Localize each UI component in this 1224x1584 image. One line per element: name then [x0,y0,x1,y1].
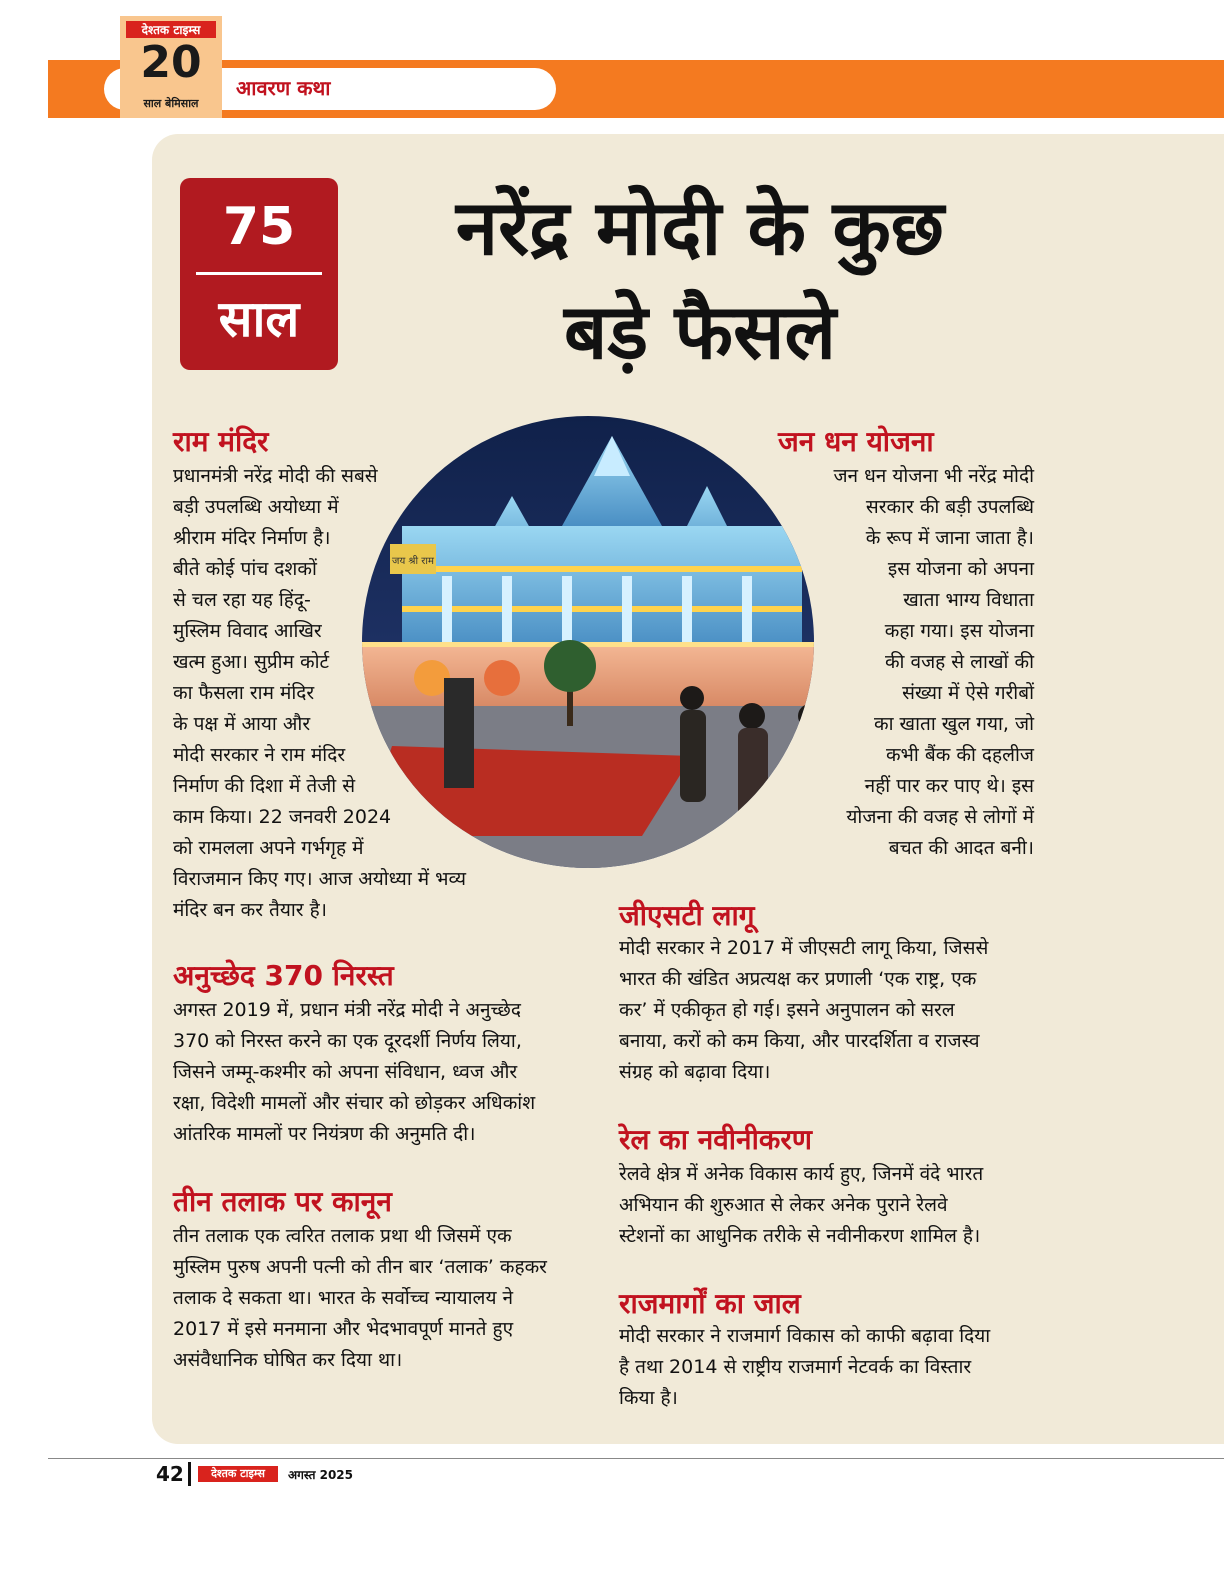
text-line: काम किया। 22 जनवरी 2024 [173,806,392,828]
ram-mandir-body [173,461,466,926]
text-line: रक्षा, विदेशी मामलों और संचार को छोड़कर अधिकांश [173,1092,536,1114]
text-line: तीन तलाक एक त्वरित तलाक प्रथा थी जिसमें एक [173,1225,512,1247]
text-line: का फैसला राम मंदिर [173,682,315,704]
text-line: स्टेशनों का आधुनिक तरीके से नवीनीकरण शामिल है। [619,1225,981,1247]
magazine-logo [120,16,222,118]
text-line: के रूप में जाना जाता है। [865,527,1034,549]
text-line: विराजमान किए गए। आज अयोध्या में भव्य [173,868,467,890]
title-line: नरेंद्र मोदी के कुछ [455,183,945,272]
text-line: मोदी सरकार ने राम मंदिर [173,744,346,766]
text-line: खाता भाग्य विधाता [903,589,1034,611]
rail-body [619,1159,983,1252]
text-line: श्रीराम मंदिर निर्माण है। [173,527,331,549]
title-line: बड़े फैसले [563,287,836,376]
text-line: योजना की वजह से लोगों में [846,806,1034,828]
text-line: का खाता खुल गया, जो [873,713,1034,735]
text-line: मुस्लिम विवाद आखिर [173,620,322,642]
text-line: 370 को निरस्त करने का एक दूरदर्शी निर्णय लिया, [173,1030,522,1052]
triple-talaq-body [173,1221,547,1376]
page-title [370,176,1030,384]
rail-heading: रेल का नवीनीकरण [619,1123,813,1156]
issue-date: अगस्त 2025 [288,1468,354,1482]
logo-number: 20 [140,37,202,88]
section-label: आवरण कथा [236,76,331,100]
text-line: जिसने जम्मू-कश्मीर को अपना संविधान, ध्वज और [173,1061,518,1083]
badge-divider [196,272,322,275]
text-line: किया है। [619,1387,678,1409]
badge-word: साल [218,290,300,348]
triple-talaq-heading: तीन तलाक पर कानून [173,1185,392,1218]
text-line: तलाक दे सकता था। भारत के सर्वोच्च न्यायालय ने [173,1287,514,1309]
text-line: असंवैधानिक घोषित कर दिया था। [173,1349,403,1371]
text-line: निर्माण की दिशा में तेजी से [173,775,356,797]
text-line: कर’ में एकीकृत हो गई। इसने अनुपालन को सरल [619,999,955,1021]
highways-heading: राजमार्गों का जाल [619,1287,801,1320]
highways-body [619,1321,990,1414]
text-line: कभी बैंक की दहलीज [885,744,1034,766]
jan-dhan-body [740,461,1034,864]
text-line: को रामलला अपने गर्भगृह में [173,837,364,859]
text-line: मंदिर बन कर तैयार है। [173,899,327,921]
text-line: बचत की आदत बनी। [888,837,1034,859]
text-line: मुस्लिम पुरुष अपनी पत्नी को तीन बार ‘तलाक’ कहकर [173,1256,547,1278]
logo-tagline: साल बेमिसाल [143,97,199,110]
article-370-heading: अनुच्छेद 370 निरस्त [173,959,394,992]
years-badge [180,178,338,370]
text-line: है तथा 2014 से राष्ट्रीय राजमार्ग नेटवर्क का विस्तार [619,1356,972,1378]
jan-dhan-heading: जन धन योजना [778,425,934,458]
footer-divider [48,1458,1224,1459]
footer-brand-logo: देश्तक टाइम्स [198,1466,278,1482]
text-line: मोदी सरकार ने राजमार्ग विकास को काफी बढ़ावा दिया [619,1325,991,1347]
gst-body [619,933,988,1088]
text-line: खत्म हुआ। सुप्रीम कोर्ट [173,651,330,673]
text-line: अभियान की शुरुआत से लेकर अनेक पुराने रेलवे [619,1194,948,1216]
text-line: संग्रह को बढ़ावा दिया। [619,1061,771,1083]
ram-mandir-heading: राम मंदिर [173,425,269,458]
text-line: रेलवे क्षेत्र में अनेक विकास कार्य हुए, जिनमें वंदे भारत [619,1163,984,1185]
text-line: जन धन योजना भी नरेंद्र मोदी [833,465,1034,487]
text-line: मोदी सरकार ने 2017 में जीएसटी लागू किया, जिससे [619,937,989,959]
text-line: भारत की खंडित अप्रत्यक्ष कर प्रणाली ‘एक राष्ट्र, एक [619,968,977,990]
text-line: से चल रहा यह हिंदू- [173,589,311,611]
article-370-body [173,995,535,1150]
temple-sign-text: जय श्री राम [392,556,434,567]
text-line: सरकार की बड़ी उपलब्धि [865,496,1034,518]
text-line: कहा गया। इस योजना [884,620,1034,642]
footer-separator [188,1462,191,1486]
text-line: बीते कोई पांच दशकों [173,558,317,580]
text-line: संख्या में ऐसे गरीबों [902,682,1034,704]
badge-number: 75 [222,197,296,257]
page-number: 42 [156,1462,184,1486]
text-line: की वजह से लाखों की [884,651,1034,673]
gst-heading: जीएसटी लागू [619,899,755,932]
text-line: 2017 में इसे मनमाना और भेदभावपूर्ण मानते हुए [173,1318,514,1340]
text-line: नहीं पार कर पाए थे। इस [864,775,1034,797]
logo-brand: देश्तक टाइम्स [126,21,216,38]
text-line: आंतरिक मामलों पर नियंत्रण की अनुमति दी। [173,1123,476,1145]
text-line: के पक्ष में आया और [173,713,311,735]
text-line: बड़ी उपलब्धि अयोध्या में [173,496,339,518]
text-line: इस योजना को अपना [887,558,1034,580]
text-line: अगस्त 2019 में, प्रधान मंत्री नरेंद्र मोदी ने अनुच्छेद [173,999,521,1021]
text-line: प्रधानमंत्री नरेंद्र मोदी की सबसे [173,465,378,487]
text-line: बनाया, करों को कम किया, और पारदर्शिता व राजस्व [619,1030,980,1052]
